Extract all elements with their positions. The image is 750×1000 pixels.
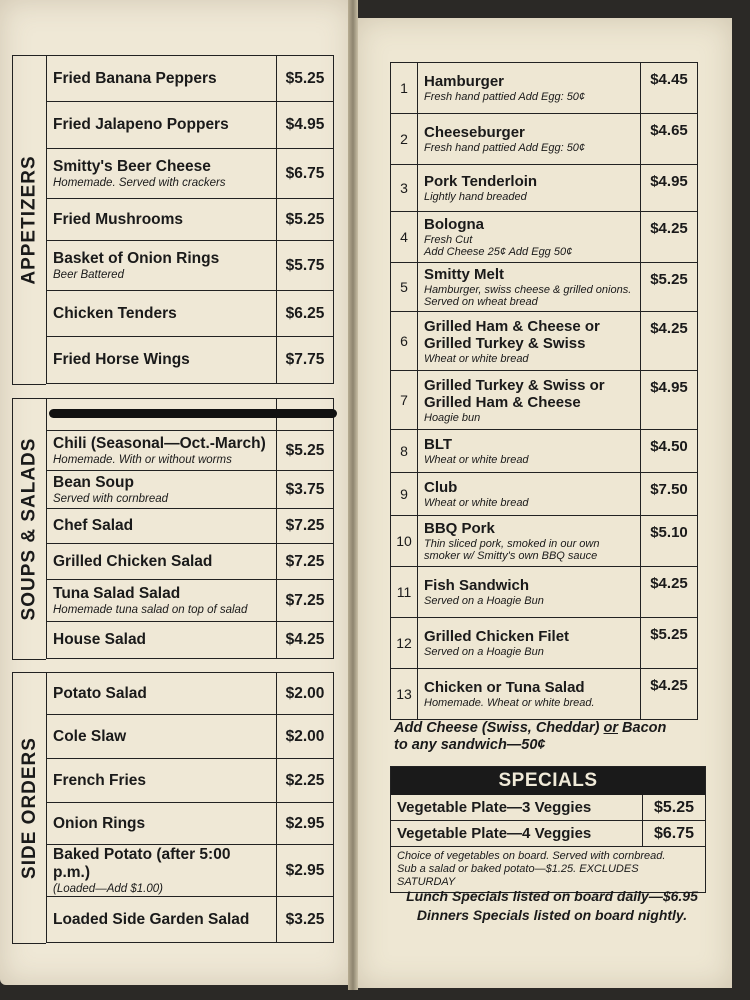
item-price: $2.95: [285, 861, 325, 879]
item-price: $5.25: [285, 441, 325, 459]
item-description: Wheat or white bread: [424, 352, 529, 365]
item-name: Fried Horse Wings: [53, 351, 190, 368]
item-price: $5.25: [285, 210, 325, 228]
item-price: $7.25: [285, 552, 325, 570]
item-number: 12: [391, 618, 418, 668]
item-description: Thin sliced pork, smoked in our own smoker w/ Smitty's own BBQ sauce: [424, 538, 600, 562]
specials-note: Choice of vegetables on board. Served with cornbread. Sub a salad or baked potato—$1.25. EXCLUDES SATURDAY: [397, 850, 666, 888]
item-number: 1: [391, 63, 418, 113]
item-description: Beer Battered: [53, 269, 124, 281]
item-description: Lightly hand breaded: [424, 191, 527, 203]
item-name: Fried Jalapeno Poppers: [53, 116, 229, 133]
item-description: Wheat or white bread: [424, 454, 529, 466]
item-name: Fried Mushrooms: [53, 210, 184, 228]
item-price: $4.95: [650, 173, 688, 190]
specials-title: SPECIALS: [391, 767, 705, 795]
item-name: Fried Banana Peppers: [53, 69, 217, 87]
item-price: $6.75: [285, 164, 325, 182]
item-number: 7: [391, 371, 418, 429]
menu-item: [47, 509, 333, 544]
item-name: Baked Potato (after 5:00 p.m.): [53, 846, 231, 881]
special-item: [391, 821, 705, 847]
item-price: $4.45: [650, 71, 688, 88]
item-name: Potato Salad: [53, 684, 147, 702]
menu-item: [47, 673, 333, 715]
side-orders-label: SIDE ORDERS: [12, 672, 46, 944]
item-price: $5.25: [285, 69, 325, 87]
item-price: $2.95: [285, 814, 325, 832]
special-price: $6.75: [653, 825, 695, 842]
item-number: 13: [391, 669, 418, 719]
item-name: Pork Tenderloin: [424, 173, 538, 190]
item-number: 3: [391, 165, 418, 211]
item-number: 9: [391, 473, 418, 515]
appetizers-section: [12, 55, 334, 385]
item-description: Homemade. Wheat or white bread.: [424, 697, 595, 709]
item-price: $4.95: [650, 379, 688, 396]
menu-item: [47, 897, 333, 942]
soups-salads-table: [46, 398, 334, 659]
item-name: Chili (Seasonal—Oct.-March): [53, 435, 266, 452]
menu-item: [47, 845, 333, 897]
item-description: Homemade. Served with crackers: [53, 177, 226, 189]
item-name: Grilled Chicken Salad: [53, 552, 213, 570]
item-price: $3.25: [285, 910, 325, 928]
menu-item: [47, 102, 333, 149]
item-description: Wheat or white bread: [424, 497, 529, 509]
item-name: Fish Sandwich: [424, 577, 530, 594]
sandwich-row: [391, 567, 697, 618]
sandwich-row: [391, 430, 697, 473]
item-description: Hamburger, swiss cheese & grilled onions. Served on wheat bread: [424, 284, 632, 308]
item-price: $2.25: [285, 771, 325, 789]
menu-item: [47, 715, 333, 759]
crossed-out-item: [47, 399, 333, 431]
item-description: Hoagie bun: [424, 411, 481, 424]
item-name: Loaded Side Garden Salad: [53, 910, 250, 928]
sandwich-row: [391, 473, 697, 516]
item-name: House Salad: [53, 631, 147, 648]
side-orders-table: [46, 672, 334, 943]
item-name: Cole Slaw: [53, 727, 127, 745]
item-price: $7.25: [285, 517, 325, 534]
item-price: $4.65: [650, 122, 688, 139]
item-number: 8: [391, 430, 418, 472]
item-name: French Fries: [53, 771, 147, 789]
item-number: 2: [391, 114, 418, 164]
item-description: Fresh hand pattied Add Egg: 50¢: [424, 91, 586, 103]
menu-item: [47, 622, 333, 658]
item-price: $6.25: [285, 304, 325, 322]
item-name: Bologna: [424, 216, 484, 233]
sandwich-row: [391, 263, 697, 312]
menu-item: [47, 759, 333, 803]
sandwich-row: [391, 63, 697, 114]
item-name: Grilled Turkey & Swiss or Grilled Ham & Cheese: [424, 376, 605, 411]
item-name: Onion Rings: [53, 814, 146, 832]
item-name: Basket of Onion Rings: [53, 250, 220, 267]
special-name: Vegetable Plate—3 Veggies: [391, 795, 643, 820]
item-number: 10: [391, 516, 418, 566]
item-description: Served on a Hoagie Bun: [424, 646, 544, 658]
menu-item: [47, 56, 333, 102]
specials-box: [390, 766, 706, 893]
item-price: $2.00: [285, 727, 325, 745]
item-description: (Loaded—Add $1.00): [53, 883, 163, 895]
item-price: $7.50: [650, 481, 688, 498]
item-number: 5: [391, 263, 418, 311]
menu-item: [47, 803, 333, 845]
sandwich-row: [391, 618, 697, 669]
item-number: 11: [391, 567, 418, 617]
item-description: Homemade. With or without worms: [53, 454, 232, 466]
special-price: $5.25: [653, 799, 695, 816]
item-price: $4.25: [650, 575, 688, 592]
item-price: $5.25: [650, 271, 688, 288]
soups-salads-section: [12, 398, 334, 660]
item-name: Smitty's Beer Cheese: [53, 158, 211, 175]
sandwich-row: [391, 114, 697, 165]
sandwich-row: [391, 312, 697, 371]
menu-item: [47, 199, 333, 241]
item-name: Chicken or Tuna Salad: [424, 679, 585, 696]
item-description: Fresh Cut Add Cheese 25¢ Add Egg 50¢: [424, 234, 573, 258]
item-name: Smitty Melt: [424, 266, 505, 283]
item-price: $5.10: [650, 524, 688, 541]
menu-item: [47, 241, 333, 291]
item-name: BLT: [424, 436, 453, 453]
item-price: $5.75: [285, 256, 325, 274]
item-price: $4.25: [650, 677, 688, 694]
menu-item: [47, 337, 333, 383]
item-number: 6: [391, 312, 418, 370]
item-name: Chef Salad: [53, 517, 134, 534]
sandwich-row: [391, 212, 697, 263]
menu-item: [47, 431, 333, 471]
appetizers-table: [46, 55, 334, 384]
item-price: $7.25: [285, 591, 325, 609]
appetizers-label: APPETIZERS: [12, 55, 46, 385]
item-price: $4.25: [285, 631, 325, 648]
menu-item: [47, 291, 333, 337]
item-price: $4.50: [650, 438, 688, 455]
menu-item: [47, 471, 333, 509]
item-description: Homemade tuna salad on top of salad: [53, 604, 248, 616]
sandwich-row: [391, 165, 697, 212]
sandwich-row: [391, 669, 697, 719]
item-name: Tuna Salad Salad: [53, 585, 181, 602]
item-price: $5.25: [650, 626, 688, 643]
item-description: Served on a Hoagie Bun: [424, 595, 544, 607]
item-number: 4: [391, 212, 418, 262]
menu-item: [47, 544, 333, 580]
item-price: $4.95: [285, 116, 325, 133]
item-name: Club: [424, 479, 458, 496]
board-specials-note: Lunch Specials listed on board daily—$6.95 Dinners Specials listed on board nightly.: [406, 888, 698, 923]
item-price: $7.75: [285, 351, 325, 368]
item-name: Grilled Ham & Cheese or Grilled Turkey & Swiss: [424, 317, 600, 352]
item-price: $3.75: [285, 480, 325, 498]
item-name: Hamburger: [424, 73, 505, 90]
item-price: $4.25: [650, 220, 688, 237]
item-name: Bean Soup: [53, 474, 134, 491]
sandwich-row: [391, 516, 697, 567]
item-name: Grilled Chicken Filet: [424, 628, 570, 645]
menu-item: [47, 149, 333, 199]
item-name: Cheeseburger: [424, 124, 525, 141]
marker-strike: [49, 409, 337, 418]
item-price: $4.25: [650, 320, 688, 337]
item-price: $2.00: [285, 684, 325, 702]
special-item: [391, 795, 705, 821]
add-cheese-note: Add Cheese (Swiss, Cheddar) or Bacon to any sandwich—50¢: [394, 720, 667, 753]
item-description: Fresh hand pattied Add Egg: 50¢: [424, 142, 586, 154]
side-orders-section: [12, 672, 334, 944]
menu-fold: [348, 0, 358, 990]
soups-salads-label: SOUPS & SALADS: [12, 398, 46, 660]
menu-item: [47, 580, 333, 622]
item-description: Served with cornbread: [53, 493, 169, 505]
item-name: BBQ Pork: [424, 520, 495, 537]
special-name: Vegetable Plate—4 Veggies: [391, 821, 643, 846]
sandwich-row: [391, 371, 697, 430]
item-name: Chicken Tenders: [53, 304, 177, 322]
sandwich-table: [390, 62, 698, 720]
